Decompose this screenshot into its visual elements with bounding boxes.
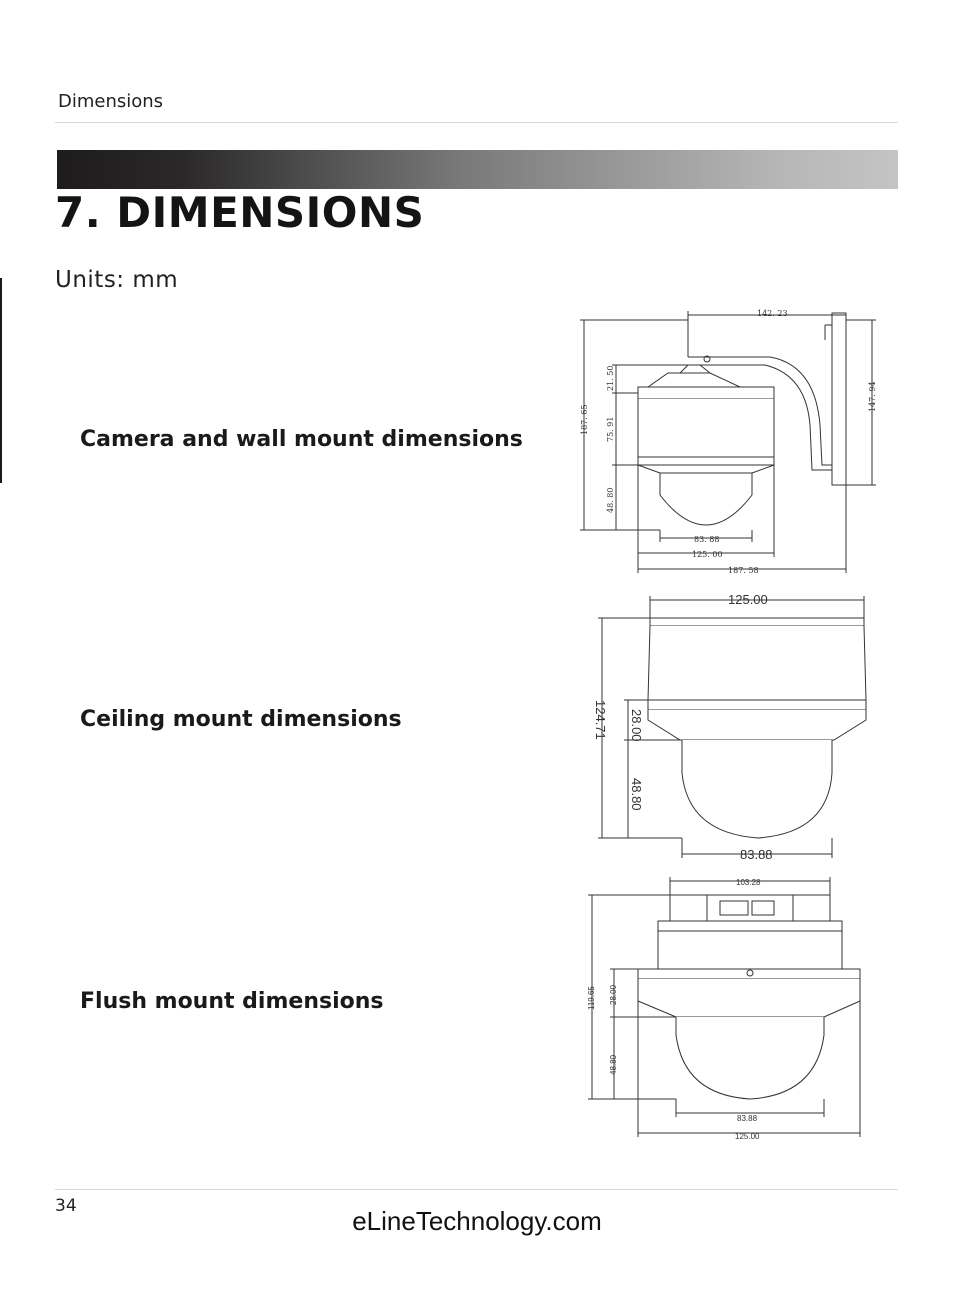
running-head: Dimensions xyxy=(58,91,164,112)
dim-total-height: 187. 65 xyxy=(580,404,589,435)
dim-body-width: 125. 00 xyxy=(692,550,723,559)
ceiling-mount-diagram xyxy=(588,588,878,863)
dim-dome-height: 48.80 xyxy=(609,1054,618,1075)
dim-body-height: 75. 91 xyxy=(606,416,615,442)
footer-rule xyxy=(55,1189,898,1190)
page-title: 7. DIMENSIONS xyxy=(55,188,425,237)
dim-dome-width: 83.88 xyxy=(740,847,773,862)
flush-mount-label: Flush mount dimensions xyxy=(80,989,384,1014)
dim-top-width: 103.28 xyxy=(736,878,761,887)
dim-total-height: 124.71 xyxy=(593,700,608,740)
dim-dome-width: 83.88 xyxy=(737,1114,758,1123)
dim-arm-height: 147. 94 xyxy=(868,381,877,412)
dim-cap-height: 21. 50 xyxy=(606,365,615,391)
dim-base-height: 28.00 xyxy=(629,709,644,742)
dim-overall-width: 187. 58 xyxy=(728,566,759,575)
footer-website: eLineTechnology.com xyxy=(352,1206,602,1236)
wall-mount-label: Camera and wall mount dimensions xyxy=(80,427,523,452)
wall-mount-diagram xyxy=(570,305,890,580)
flush-mount-diagram xyxy=(580,875,870,1145)
dim-dome-height: 48. 80 xyxy=(606,487,615,513)
dim-top-width: 125.00 xyxy=(728,592,768,607)
page-number: 34 xyxy=(55,1196,77,1216)
dim-total-height: 119.65 xyxy=(587,986,596,1010)
side-marker xyxy=(0,278,2,483)
dim-flange-width: 125.00 xyxy=(735,1132,760,1141)
dim-base-height: 28.00 xyxy=(609,984,618,1005)
ceiling-mount-label: Ceiling mount dimensions xyxy=(80,707,402,732)
units-note: Units: mm xyxy=(55,267,179,293)
dim-dome-height: 48.80 xyxy=(629,778,644,811)
section-banner xyxy=(57,150,898,189)
dim-top-width: 142. 23 xyxy=(757,309,788,318)
dim-dome-width: 83. 88 xyxy=(694,535,720,544)
header-rule xyxy=(55,122,898,123)
